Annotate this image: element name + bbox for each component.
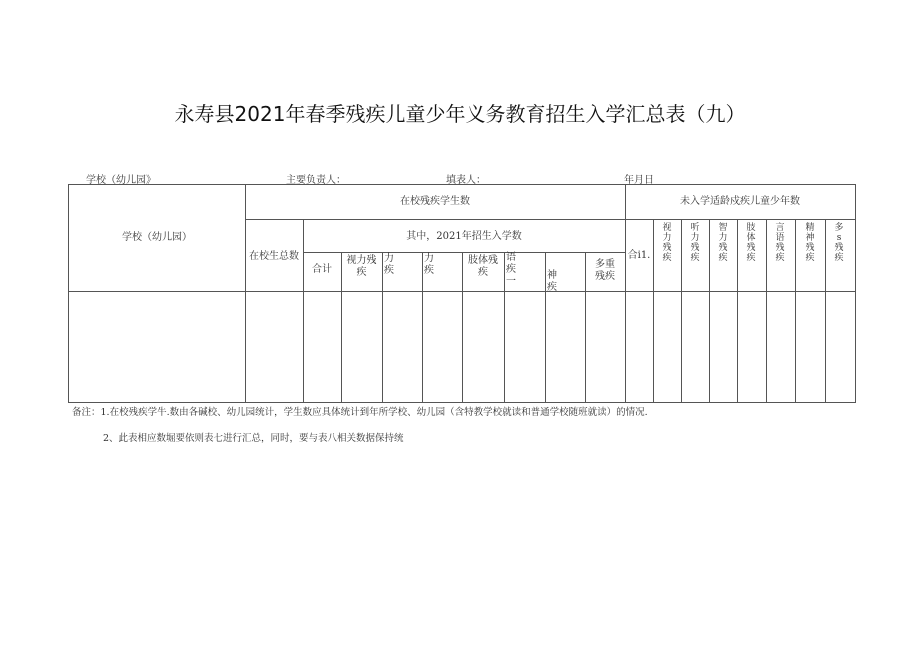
- table-rule: [825, 219, 826, 402]
- table-rule: [303, 252, 625, 253]
- filler-label: 填表人：: [446, 175, 486, 186]
- total-in-school-header: 在校生总数: [249, 251, 299, 262]
- not-enrolled-multiple: 多s残疾: [834, 223, 844, 263]
- note-line-1: 备注：1.在校残疾学牛.数由各碱校、幼儿园统计，学生数应具体统计到年所学校、幼儿园（含特教学校就读和普通学校随班就读）的情况.: [72, 407, 648, 418]
- table-rule: [653, 219, 654, 402]
- in-school-header: 在校残疾学生数: [400, 196, 470, 207]
- enroll-col-intellectual: 力 疾: [424, 253, 434, 276]
- not-enrolled-physical: 肢体残疾: [746, 223, 756, 263]
- not-enrolled-speech: 言语残疾: [775, 223, 785, 263]
- not-enrolled-header: 未入学适龄戍疾儿童少年数: [680, 196, 800, 207]
- enroll-col-speech: 语 疾 一: [506, 252, 516, 287]
- table-rule: [245, 185, 246, 402]
- document-title: 永寿县2021年春季残疾儿童少年义务教育招生入学汇总表（九）: [174, 102, 746, 126]
- leader-label: 主要负责人：: [286, 175, 346, 186]
- table-rule: [766, 219, 767, 402]
- not-enrolled-hearing: 听力残疾: [690, 223, 700, 263]
- note-line-2: 2、此表相应数堀要依则表七进行汇总，同时，要与表八相关数据保持统: [103, 433, 404, 444]
- table-rule: [245, 219, 855, 220]
- school-label: 学校（幼儿园》: [86, 175, 156, 186]
- enroll-col-hearing: 力 疾: [384, 253, 394, 276]
- not-enrolled-mental: 精神残疾: [805, 223, 815, 263]
- table-rule: [303, 219, 304, 402]
- enroll-col-visual: 视力残 疾: [346, 255, 377, 278]
- summary-table: [68, 184, 856, 403]
- enrollment-group-header: 其中，2021年招生入学数: [406, 231, 522, 242]
- enroll-col-multiple: 多重 残疾: [595, 259, 615, 282]
- table-rule: [625, 185, 626, 402]
- date-label: 年月日: [624, 175, 654, 186]
- not-enrolled-total: 合i1.: [627, 250, 651, 261]
- enroll-col-total: 合计: [312, 264, 332, 275]
- table-rule: [709, 219, 710, 402]
- not-enrolled-intellectual: 智力残疾: [718, 223, 728, 263]
- table-rule: [681, 219, 682, 402]
- table-rule: [737, 219, 738, 402]
- enroll-col-physical: 肢体残 疾: [468, 255, 498, 278]
- table-rule: [795, 219, 796, 402]
- not-enrolled-visual: 视力残疾: [662, 223, 672, 263]
- school-column-header: 学校（幼儿园）: [122, 232, 192, 243]
- enroll-col-mental: 神 疾: [547, 270, 557, 293]
